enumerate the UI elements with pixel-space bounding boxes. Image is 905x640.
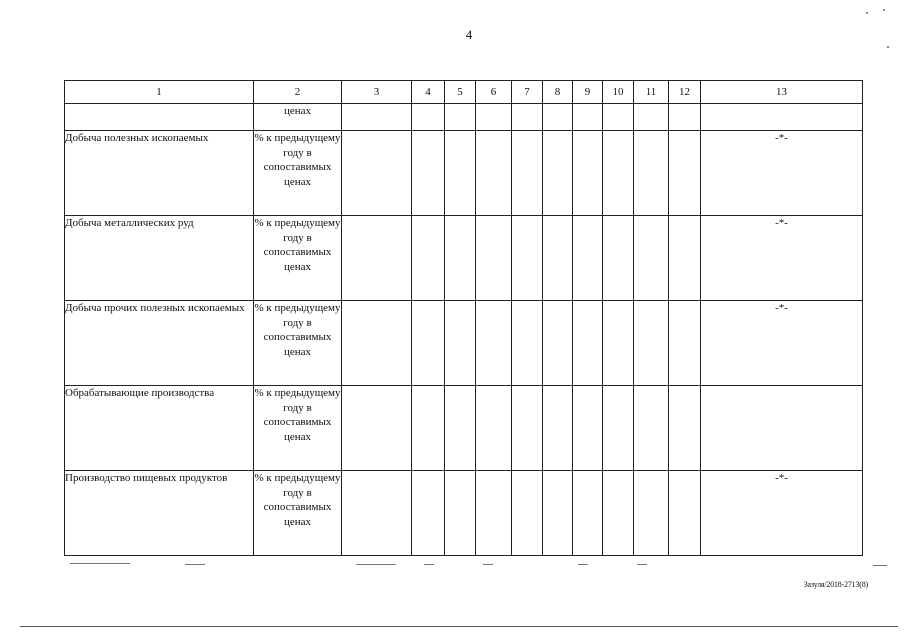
scan-artifact (637, 564, 647, 565)
scan-artifact (873, 565, 887, 566)
value-cell (603, 131, 634, 216)
value-cell (412, 216, 445, 301)
value-cell (476, 131, 512, 216)
scan-artifact (356, 564, 396, 565)
table-row (65, 386, 863, 471)
value-cell (412, 301, 445, 386)
unit-cell: % к предыдущему году в сопоставимых ценах (254, 471, 342, 556)
note-cell (701, 104, 863, 131)
scan-artifact (578, 564, 588, 565)
value-cell (512, 131, 543, 216)
note-cell: -*- (701, 301, 863, 386)
indicator-cell: Производство пищевых продуктов (65, 471, 254, 556)
value-cell (512, 301, 543, 386)
value-cell (476, 216, 512, 301)
indicator-cell: Обрабатывающие производства (65, 386, 254, 471)
table-row (65, 216, 863, 301)
value-cell (412, 386, 445, 471)
value-cell (445, 471, 476, 556)
unit-cell: % к предыдущему году в сопоставимых ценах (254, 386, 342, 471)
value-cell (543, 386, 573, 471)
value-cell (603, 301, 634, 386)
scan-artifact (424, 564, 434, 565)
value-cell (573, 386, 603, 471)
value-cell (342, 386, 412, 471)
value-cell (669, 131, 701, 216)
value-cell (476, 104, 512, 131)
value-cell (669, 386, 701, 471)
note-cell: -*- (701, 131, 863, 216)
unit-cell: % к предыдущему году в сопоставимых ценах (254, 131, 342, 216)
value-cell (512, 386, 543, 471)
scan-artifact (185, 564, 205, 565)
value-cell (476, 301, 512, 386)
value-cell (342, 104, 412, 131)
value-cell (512, 216, 543, 301)
unit-cell: % к предыдущему году в сопоставимых ценах (254, 301, 342, 386)
value-cell (634, 104, 669, 131)
value-cell (603, 471, 634, 556)
indicator-cell: Добыча прочих полезных ископаемых (65, 301, 254, 386)
column-header: 10 (603, 81, 634, 104)
column-header: 7 (512, 81, 543, 104)
value-cell (669, 104, 701, 131)
value-cell (445, 104, 476, 131)
document-code: Зазуля/2018-2713(8) (803, 580, 868, 589)
column-header: 4 (412, 81, 445, 104)
value-cell (603, 104, 634, 131)
column-header: 11 (634, 81, 669, 104)
value-cell (603, 386, 634, 471)
value-cell (476, 386, 512, 471)
value-cell (342, 471, 412, 556)
value-cell (476, 471, 512, 556)
page-number: 4 (465, 27, 473, 42)
value-cell (573, 301, 603, 386)
column-header: 13 (701, 81, 863, 104)
unit-cell: ценах (254, 104, 342, 131)
scan-artifact (483, 564, 493, 565)
value-cell (412, 131, 445, 216)
indicator-cell (65, 104, 254, 131)
column-header: 8 (543, 81, 573, 104)
table-row-continuation (65, 104, 863, 131)
indicator-cell: Добыча металлических руд (65, 216, 254, 301)
column-header: 3 (342, 81, 412, 104)
value-cell (512, 104, 543, 131)
value-cell (543, 104, 573, 131)
note-cell: -*- (701, 471, 863, 556)
value-cell (412, 471, 445, 556)
scan-artifact (70, 563, 130, 564)
column-header: 1 (65, 81, 254, 104)
column-header: 9 (573, 81, 603, 104)
value-cell (634, 301, 669, 386)
column-header: 12 (669, 81, 701, 104)
value-cell (573, 104, 603, 131)
scan-artifact (883, 9, 885, 11)
bottom-rule (20, 626, 898, 627)
column-header: 5 (445, 81, 476, 104)
scan-artifact (887, 46, 889, 48)
value-cell (543, 471, 573, 556)
note-cell (701, 386, 863, 471)
value-cell (543, 301, 573, 386)
table-row (65, 301, 863, 386)
value-cell (543, 216, 573, 301)
value-cell (634, 131, 669, 216)
value-cell (634, 216, 669, 301)
value-cell (445, 216, 476, 301)
value-cell (669, 216, 701, 301)
unit-cell: % к предыдущему году в сопоставимых ценах (254, 216, 342, 301)
note-cell: -*- (701, 216, 863, 301)
value-cell (573, 216, 603, 301)
value-cell (543, 131, 573, 216)
value-cell (342, 301, 412, 386)
column-header: 2 (254, 81, 342, 104)
value-cell (634, 471, 669, 556)
value-cell (445, 386, 476, 471)
value-cell (445, 301, 476, 386)
value-cell (603, 216, 634, 301)
value-cell (669, 471, 701, 556)
column-header: 6 (476, 81, 512, 104)
value-cell (342, 131, 412, 216)
value-cell (669, 301, 701, 386)
value-cell (412, 104, 445, 131)
value-cell (512, 471, 543, 556)
value-cell (573, 131, 603, 216)
value-cell (445, 131, 476, 216)
indicators-table (64, 80, 863, 556)
value-cell (342, 216, 412, 301)
table-row (65, 131, 863, 216)
column-number-row (65, 81, 863, 104)
indicator-cell: Добыча полезных ископаемых (65, 131, 254, 216)
value-cell (573, 471, 603, 556)
scan-artifact (866, 12, 868, 14)
value-cell (634, 386, 669, 471)
table-row (65, 471, 863, 556)
